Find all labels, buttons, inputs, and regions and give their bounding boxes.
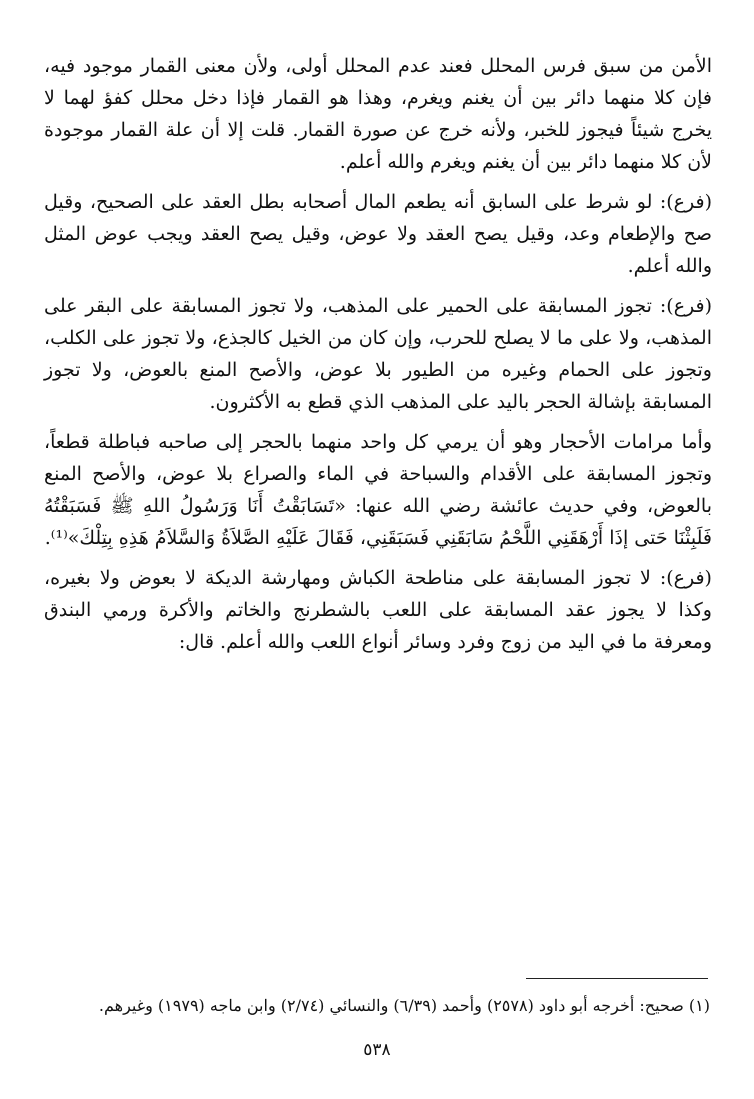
paragraph-text: وأما مرامات الأحجار وهو أن يرمي كل واحد منهما بالحجر إلى صاحبه فباطلة قطعاً، وتجوز المسابقة على الأقدام والسباحة في الماء والصراع بلا عوض، والأصح المنع بالعوض، وفي حديث عائشة رضي الله عنها: «تَسَابَقْتُ أَنَا وَرَسُولُ اللهِ ﷺ فَسَبَقْتُهُ فَلَبِثْنَا حَتى إذَا أَرْهَقَنِي اللَّحْمُ سَابَقَنِي فَسَبَقَنِي، فَقَالَ عَلَيْهِ الصَّلاَةُ وَالسَّلاَمُ هَذِهِ بِتِلْكَ»⁽¹⁾. [44, 431, 712, 549]
paragraph-text: الأمن من سبق فرس المحلل فعند عدم المحلل أولى، ولأن معنى القمار موجود فيه، فإن كلا منهما دائر بين أن يغنم ويغرم، وهذا هو القمار فإذا دخل محلل كفؤ لهما لا يخرج شيئاً فيجوز للخبر، ولأنه خرج عن صورة القمار. قلت إلا أن علة القمار موجودة لأن كلا منهما دائر بين أن يغنم ويغرم والله أعلم. [44, 55, 712, 173]
paragraph-text: لو شرط على السابق أنه يطعم المال أصحابه بطل العقد على الصحيح، وقيل صح والإطعام وعد، وقيل يصح العقد ولا عوض، وقيل يصح العقد ويجب عوض المثل والله أعلم. [44, 191, 712, 277]
paragraph-label: (فرع): [659, 567, 712, 589]
paragraph-label: (فرع): [659, 295, 713, 317]
paragraph-text: تجوز المسابقة على الحمير على المذهب، ولا تجوز المسابقة على البقر على المذهب، ولا على ما لا يصلح للحرب، وإن كان من الخيل كالجذع، ولا تجوز على الكلب، وتجوز على الحمام وغيره من الطيور بلا عوض، والأصح المنع بالعوض، ولا تجوز المسابقة بإشالة الحجر باليد على المذهب الذي قطع به الأكثرون. [44, 295, 712, 413]
footnote-divider [526, 978, 708, 979]
footnote: (١) صحيح: أخرجه أبو داود (٢٥٧٨) وأحمد (٦/٣٩) والنسائي (٢/٧٤) وابن ماجه (١٩٧٩) وغيرهم. [98, 996, 710, 1015]
paragraph-2 [44, 186, 712, 282]
main-text [44, 50, 712, 666]
paragraph-1 [44, 50, 712, 178]
paragraph-4 [44, 426, 712, 554]
paragraph-label: (فرع): [659, 191, 712, 213]
paragraph-5 [44, 562, 712, 658]
page-number: ٥٣٨ [363, 1040, 391, 1060]
paragraph-text: لا تجوز المسابقة على مناطحة الكباش ومهارشة الديكة لا بعوض ولا بغيره، وكذا لا يجوز عقد المسابقة على اللعب بالشطرنج والخاتم والأكرة ورمي البندق ومعرفة ما في اليد من زوج وفرد وسائر أنواع اللعب والله أعلم. قال: [44, 567, 712, 653]
paragraph-3 [44, 290, 712, 418]
